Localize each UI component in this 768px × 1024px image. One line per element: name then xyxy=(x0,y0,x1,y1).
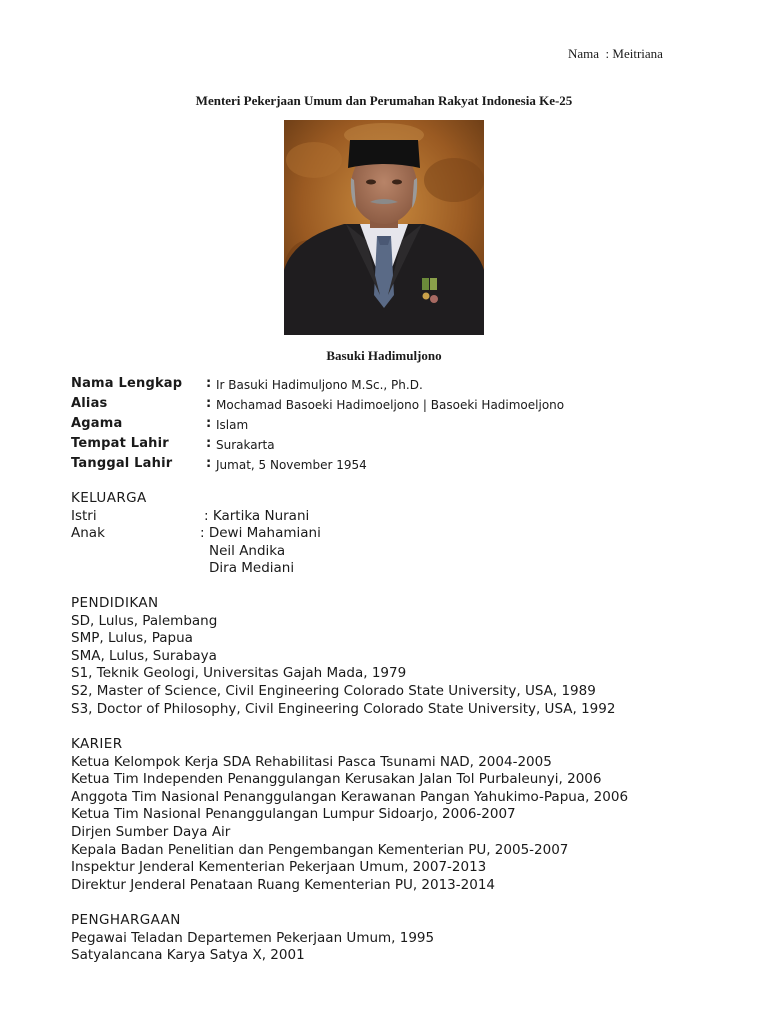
bio-row-tempat-lahir xyxy=(71,435,691,455)
bio-colon: : xyxy=(206,376,212,391)
bio-row-agama xyxy=(71,415,691,435)
list-item: Ketua Tim Nasional Penanggulangan Lumpur Sidoarjo, 2006-2007 xyxy=(71,806,516,823)
list-item: S3, Doctor of Philosophy, Civil Engineering Colorado State University, USA, 1992 xyxy=(71,700,616,717)
section-karier xyxy=(71,736,628,894)
portrait-photo xyxy=(284,120,484,335)
list-item: Ketua Tim Independen Penanggulangan Kerusakan Jalan Tol Purbaleunyi, 2006 xyxy=(71,771,602,788)
family-row-anak-3 xyxy=(71,560,471,578)
family-label: Istri xyxy=(71,507,97,524)
author-name: Nama : Meitriana xyxy=(568,46,663,61)
list-item: Satyalancana Karya Satya X, 2001 xyxy=(71,947,305,964)
bio-row-nama-lengkap xyxy=(71,375,691,395)
family-row-anak xyxy=(71,525,471,543)
bio-row-alias xyxy=(71,395,691,415)
section-heading: PENDIDIKAN xyxy=(71,595,159,611)
bio-value: Surakarta xyxy=(216,438,275,452)
list-item: SMP, Lulus, Papua xyxy=(71,630,193,647)
bio-label: Tempat Lahir xyxy=(71,436,169,451)
list-item: SD, Lulus, Palembang xyxy=(71,612,218,629)
list-item: Pegawai Teladan Departemen Pekerjaan Umum, 1995 xyxy=(71,929,435,946)
photo-caption: Basuki Hadimuljono xyxy=(326,348,442,363)
family-label: Anak xyxy=(71,525,105,542)
bio-label: Alias xyxy=(71,396,108,411)
section-keluarga xyxy=(71,490,471,578)
bio-value: Jumat, 5 November 1954 xyxy=(216,458,367,472)
list-item: Ketua Kelompok Kerja SDA Rehabilitasi Pasca Tsunami NAD, 2004-2005 xyxy=(71,753,552,770)
section-heading: PENGHARGAAN xyxy=(71,912,181,928)
list-item: Direktur Jenderal Penataan Ruang Kementerian PU, 2013-2014 xyxy=(71,876,496,893)
list-item: Inspektur Jenderal Kementerian Pekerjaan Umum, 2007-2013 xyxy=(71,859,487,876)
bio-table xyxy=(71,375,691,475)
bio-value: Ir Basuki Hadimuljono M.Sc., Ph.D. xyxy=(216,378,423,392)
bio-colon: : xyxy=(206,436,212,451)
section-heading: KELUARGA xyxy=(71,490,147,506)
section-heading: KARIER xyxy=(71,736,123,752)
family-value: : Kartika Nurani xyxy=(204,507,310,524)
section-pendidikan xyxy=(71,595,615,718)
list-item: S1, Teknik Geologi, Universitas Gajah Mada, 1979 xyxy=(71,665,407,682)
family-value: Neil Andika xyxy=(209,542,286,559)
list-item: Anggota Tim Nasional Penanggulangan Kerawanan Pangan Yahukimo-Papua, 2006 xyxy=(71,788,629,805)
family-value: : Dewi Mahamiani xyxy=(200,525,321,542)
list-item: SMA, Lulus, Surabaya xyxy=(71,647,217,664)
list-item: S2, Master of Science, Civil Engineering Colorado State University, USA, 1989 xyxy=(71,682,596,699)
list-item: Kepala Badan Penelitian dan Pengembangan Kementerian PU, 2005-2007 xyxy=(71,841,569,858)
bio-value: Mochamad Basoeki Hadimoeljono | Basoeki Hadimoeljono xyxy=(216,398,565,412)
family-value: Dira Mediani xyxy=(209,560,295,577)
bio-colon: : xyxy=(206,396,212,411)
bio-value: Islam xyxy=(216,418,249,432)
family-row-anak-2 xyxy=(71,543,471,561)
bio-row-tanggal-lahir xyxy=(71,455,691,475)
bio-label: Nama Lengkap xyxy=(71,376,183,391)
bio-label: Tanggal Lahir xyxy=(71,456,173,471)
family-row-istri xyxy=(71,508,471,526)
bio-colon: : xyxy=(206,456,212,471)
list-item: Dirjen Sumber Daya Air xyxy=(71,823,231,840)
section-penghargaan xyxy=(71,912,434,965)
bio-colon: : xyxy=(206,416,212,431)
bio-label: Agama xyxy=(71,416,123,431)
document-title: Menteri Pekerjaan Umum dan Perumahan Rakyat Indonesia Ke-25 xyxy=(195,93,573,108)
